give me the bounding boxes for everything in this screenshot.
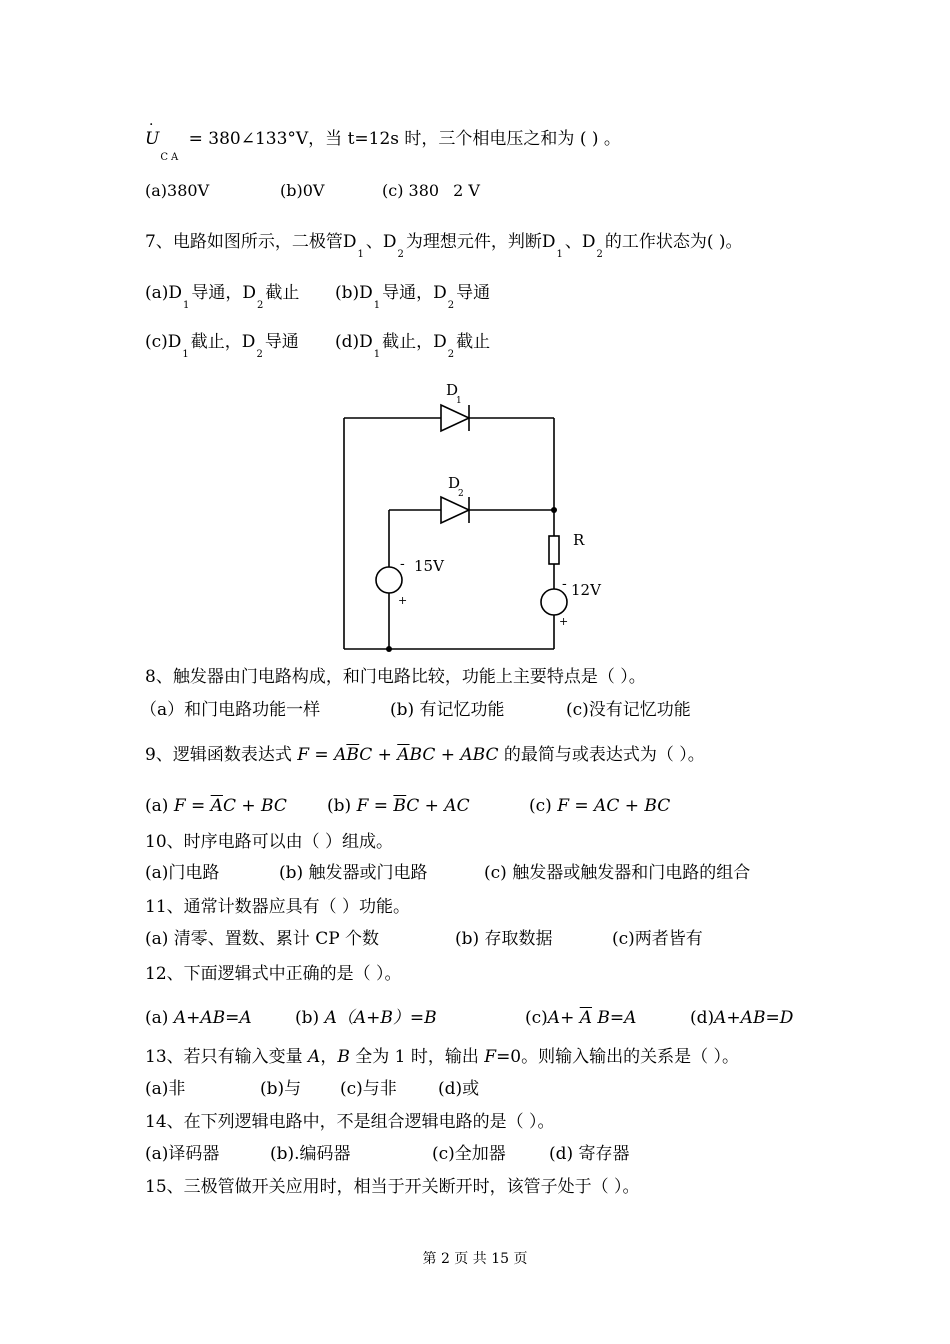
q6-u-subscript: CA bbox=[160, 152, 182, 163]
q7-text-4: 、D bbox=[564, 232, 596, 252]
source-15v-icon bbox=[376, 567, 402, 593]
q10-option-a: (a)门电路 bbox=[145, 863, 220, 883]
q14-option-d: (d) 寄存器 bbox=[549, 1144, 630, 1164]
q7-option-d: $(d)D_1$截止，$D_2$截止 bbox=[335, 332, 491, 360]
q12-options bbox=[145, 1007, 793, 1029]
q9-expression: $F = A\overline{B}C + \overline{A}BC$ + ABC bbox=[297, 745, 499, 765]
q11-question: 11、通常计数器应具有（ ）功能。 bbox=[145, 897, 411, 917]
q7-option-c: $(c)D_1$截止，$D_2$导通 bbox=[145, 332, 299, 360]
resistor-label: R bbox=[573, 531, 585, 549]
v2-minus: - bbox=[562, 576, 567, 592]
q7-text-1: 7、电路如图所示，二极管D bbox=[145, 232, 357, 252]
q14-option-a: (a)译码器 bbox=[145, 1144, 220, 1164]
q13-options bbox=[145, 1078, 479, 1100]
q6-option-c-prefix: (c) 380 bbox=[382, 181, 440, 200]
q13-option-d: (d)或 bbox=[438, 1079, 480, 1099]
q9-suffix: 的最简与或表达式为（ ）。 bbox=[503, 745, 705, 765]
diode-d2-icon bbox=[441, 497, 469, 523]
q9-prefix: 9、逻辑函数表达式 bbox=[145, 745, 292, 765]
q8-option-a: （a）和门电路功能一样 bbox=[140, 700, 321, 720]
q14-options bbox=[145, 1143, 630, 1165]
q15-question: 15、三极管做开关应用时，相当于开关断开时，该管子处于（ ）。 bbox=[145, 1177, 640, 1197]
v1-plus: + bbox=[398, 594, 408, 607]
resistor-icon bbox=[549, 536, 559, 564]
q8-option-b: (b) 有记忆功能 bbox=[390, 700, 505, 720]
q13-option-c: (c)与非 bbox=[340, 1079, 397, 1099]
q12-option-a: (a) A+AB=A bbox=[145, 1008, 252, 1028]
q11-options bbox=[145, 928, 703, 950]
junction-dot bbox=[386, 646, 392, 652]
q7-sub-1: 1 bbox=[357, 249, 364, 260]
q10-option-b: (b) 触发器或门电路 bbox=[279, 863, 428, 883]
q6-option-a: (a)380V bbox=[145, 181, 210, 200]
q13-option-b: (b)与 bbox=[260, 1079, 302, 1099]
q10-options bbox=[145, 862, 750, 884]
v2-label: 12V bbox=[571, 581, 601, 599]
page-footer: 第 2 页 共 15 页 bbox=[422, 1251, 528, 1267]
q8-option-c: (c)没有记忆功能 bbox=[566, 700, 691, 720]
q7-text-2: 、D bbox=[365, 232, 397, 252]
q6-u-symbol: U bbox=[145, 129, 160, 149]
q12-option-d: (d)A+AB=D bbox=[690, 1008, 794, 1028]
q13-question: 13、若只有输入变量 A，B 全为 1 时，输出 F=0。则输入输出的关系是（ ）。 bbox=[145, 1047, 740, 1067]
q11-option-c: (c)两者皆有 bbox=[612, 929, 703, 949]
d2-label: D bbox=[448, 474, 461, 492]
q14-option-b: (b).编码器 bbox=[270, 1144, 351, 1164]
q9-option-b: (b) $F = \overline{B}C$ + AC bbox=[327, 796, 470, 816]
source-12v-icon bbox=[541, 589, 567, 615]
v1-minus: - bbox=[400, 556, 405, 572]
q9-question bbox=[145, 744, 705, 766]
dot-accent: · bbox=[149, 117, 154, 133]
q11-option-a: (a) 清零、置数、累计 CP 个数 bbox=[145, 929, 380, 949]
q9-options bbox=[145, 795, 670, 817]
q7-sub-2: 2 bbox=[397, 249, 404, 260]
q12-option-c: $(c)A+ \overline{A}$ B=A bbox=[525, 1008, 637, 1028]
q12-question: 12、下面逻辑式中正确的是（ ）。 bbox=[145, 964, 402, 984]
q14-option-c: (c)全加器 bbox=[432, 1144, 506, 1164]
v1-label: 15V bbox=[414, 557, 444, 575]
q6-option-c-suffix: 2 V bbox=[453, 181, 480, 200]
d1-subscript: 1 bbox=[456, 396, 462, 406]
q9-option-a: (a) $F = \overline{A}C$ + BC bbox=[145, 796, 287, 816]
q8-question: 8、触发器由门电路构成，和门电路比较，功能上主要特点是（ ）。 bbox=[145, 667, 646, 687]
q10-question: 10、时序电路可以由（ ）组成。 bbox=[145, 832, 394, 852]
q7-sub-3: 1 bbox=[556, 249, 563, 260]
q10-option-c: (c) 触发器或触发器和门电路的组合 bbox=[484, 863, 751, 883]
q7-text-3: 为理想元件，判断D bbox=[405, 232, 556, 252]
q9-option-c: (c) F = AC + BC bbox=[529, 796, 671, 816]
q14-question: 14、在下列逻辑电路中，不是组合逻辑电路的是（ ）。 bbox=[145, 1112, 555, 1132]
q11-option-b: (b) 存取数据 bbox=[455, 929, 553, 949]
d2-subscript: 2 bbox=[458, 489, 464, 499]
d1-label: D bbox=[446, 381, 459, 399]
q7-sub-4: 2 bbox=[596, 249, 603, 260]
q6-option-b: (b)0V bbox=[280, 181, 325, 200]
q12-option-b: (b) A（A+B）=B bbox=[295, 1008, 437, 1028]
q7-option-a: $(a)D_1$导通，$D_2$截止 bbox=[145, 283, 300, 311]
junction-dot bbox=[551, 507, 557, 513]
v2-plus: + bbox=[559, 615, 569, 628]
q7-option-b: $(b)D_1$导通，$D_2$导通 bbox=[335, 283, 491, 311]
q6-expression: = 380∠133°V，当 t=12s 时，三个相电压之和为 ( ) 。 bbox=[188, 129, 621, 149]
diode-d1-icon bbox=[441, 405, 469, 431]
q7-text-5: 的工作状态为( )。 bbox=[604, 232, 743, 252]
q13-option-a: (a)非 bbox=[145, 1079, 186, 1099]
q8-options bbox=[140, 699, 691, 721]
